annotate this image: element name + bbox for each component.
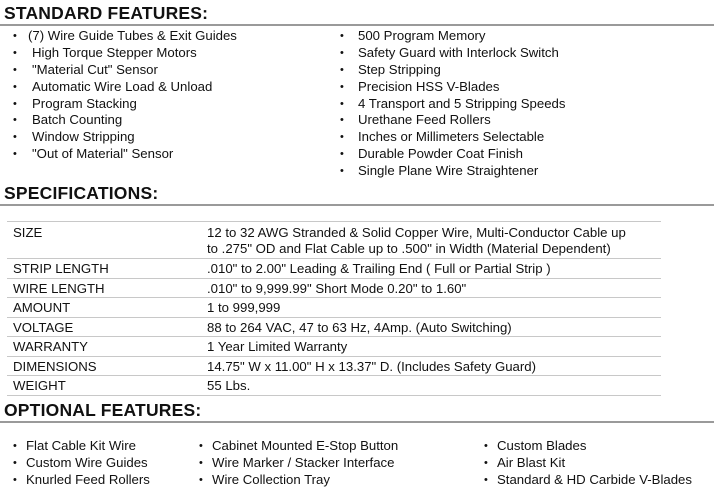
table-row [7, 356, 661, 376]
list-item: • Window Stripping [13, 129, 135, 145]
list-item: • Standard & HD Carbide V-Blades [484, 471, 692, 487]
spec-label: WARRANTY [7, 337, 201, 357]
list-item: • 4 Transport and 5 Stripping Speeds [340, 95, 566, 111]
bullet-icon: • [199, 440, 203, 452]
table-row [7, 317, 661, 337]
optional-features-title: OPTIONAL FEATURES: [0, 400, 714, 420]
list-item: • High Torque Stepper Motors [13, 44, 197, 60]
spec-label: SIZE [7, 222, 201, 259]
list-item: • Durable Powder Coat Finish [340, 146, 523, 162]
bullet-icon: • [13, 440, 17, 452]
optional-features-rule [0, 421, 714, 423]
bullet-icon: • [199, 456, 203, 469]
spec-value: .010" to 9,999.99" Short Mode 0.20" to 1.60" [201, 278, 661, 298]
list-item: • 500 Program Memory [340, 28, 486, 43]
list-item: • Flat Cable Kit Wire [13, 438, 136, 453]
bullet-icon: • [13, 30, 17, 42]
bullet-icon: • [199, 473, 203, 486]
list-item: • Inches or Millimeters Selectable [340, 129, 545, 145]
table-row [7, 259, 661, 279]
bullet-icon: • [13, 456, 17, 469]
bullet-icon: • [13, 148, 17, 161]
standard-features-title: STANDARD FEATURES: [0, 3, 714, 23]
bullet-icon: • [13, 114, 17, 127]
table-row [7, 222, 661, 259]
list-item: • "Material Cut" Sensor [13, 61, 158, 77]
list-item: • (7) Wire Guide Tubes & Exit Guides [13, 28, 237, 43]
spec-label: VOLTAGE [7, 317, 201, 337]
list-item: • "Out of Material" Sensor [13, 146, 174, 162]
spec-value: 1 to 999,999 [201, 298, 661, 318]
list-item: • Air Blast Kit [484, 454, 566, 470]
bullet-icon: • [13, 131, 17, 144]
spec-value: .010" to 2.00" Leading & Trailing End ( Full or Partial Strip ) [201, 259, 661, 279]
bullet-icon: • [13, 473, 17, 486]
spec-label: STRIP LENGTH [7, 259, 201, 279]
spec-value: 55 Lbs. [201, 376, 661, 396]
bullet-icon: • [484, 440, 488, 452]
spec-value: 88 to 264 VAC, 47 to 63 Hz, 4Amp. (Auto Switching) [201, 317, 661, 337]
spec-label: WEIGHT [7, 376, 201, 396]
optional-features-col3 [484, 438, 712, 489]
bullet-icon: • [340, 148, 344, 161]
list-item: • Safety Guard with Interlock Switch [340, 44, 559, 60]
specifications-title: SPECIFICATIONS: [0, 183, 714, 203]
optional-features-col2 [199, 438, 469, 489]
spec-value: 12 to 32 AWG Stranded & Solid Copper Wire, Multi-Conductor Cable up to .275" OD and Flat Cable up to .500" in Width (Material Dependent) [201, 222, 661, 259]
bullet-icon: • [484, 456, 488, 469]
optional-features-col1 [13, 438, 203, 489]
bullet-icon: • [484, 473, 488, 486]
standard-features-right-list [340, 28, 680, 180]
bullet-icon: • [13, 97, 17, 110]
list-item: • Knurled Feed Rollers [13, 471, 150, 487]
bullet-icon: • [13, 46, 17, 59]
table-row [7, 376, 661, 396]
list-item: • Custom Wire Guides [13, 454, 148, 470]
bullet-icon: • [340, 80, 344, 93]
table-row [7, 298, 661, 318]
list-item: • Wire Collection Tray [199, 471, 330, 487]
spec-label: WIRE LENGTH [7, 278, 201, 298]
bullet-icon: • [340, 131, 344, 144]
bullet-icon: • [340, 165, 344, 178]
list-item: • Automatic Wire Load & Unload [13, 78, 213, 94]
list-item: • Batch Counting [13, 112, 123, 128]
bullet-icon: • [340, 46, 344, 59]
spec-value: 14.75" W x 11.00" H x 13.37" D. (Includes Safety Guard) [201, 356, 661, 376]
list-item: • Custom Blades [484, 438, 587, 453]
list-item: • Wire Marker / Stacker Interface [199, 454, 395, 470]
standard-features-left-list [13, 28, 333, 163]
spec-label: DIMENSIONS [7, 356, 201, 376]
table-row [7, 278, 661, 298]
list-item: • Single Plane Wire Straightener [340, 163, 539, 179]
specifications-table [7, 221, 661, 396]
spec-value: 1 Year Limited Warranty [201, 337, 661, 357]
bullet-icon: • [13, 63, 17, 76]
bullet-icon: • [340, 114, 344, 127]
spec-label: AMOUNT [7, 298, 201, 318]
table-row [7, 337, 661, 357]
list-item: • Cabinet Mounted E-Stop Button [199, 438, 399, 453]
list-item: • Program Stacking [13, 95, 137, 111]
bullet-icon: • [340, 97, 344, 110]
standard-features-rule [0, 24, 714, 26]
bullet-icon: • [13, 80, 17, 93]
specifications-rule [0, 204, 714, 206]
list-item: • Urethane Feed Rollers [340, 112, 491, 128]
bullet-icon: • [340, 63, 344, 76]
bullet-icon: • [340, 30, 344, 42]
list-item: • Precision HSS V-Blades [340, 78, 500, 94]
list-item: • Step Stripping [340, 61, 441, 77]
